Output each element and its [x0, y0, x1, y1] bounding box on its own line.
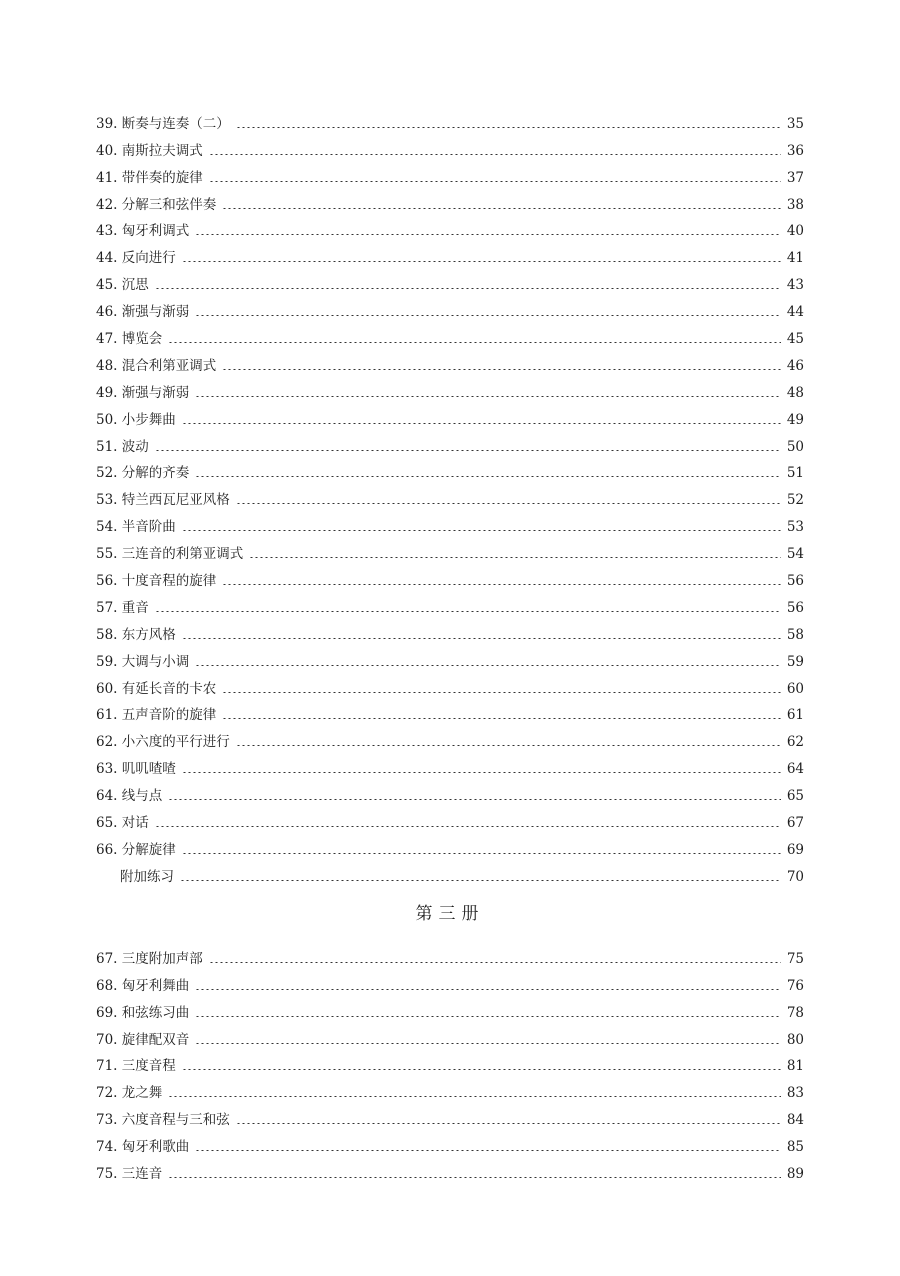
toc-entry-page-number: 80 — [786, 1031, 804, 1048]
dot-leader — [209, 154, 781, 155]
toc-entry-page-number: 58 — [786, 626, 804, 643]
toc-entry-page-number: 60 — [786, 680, 804, 697]
toc-entry-title: 44. 反向进行 — [96, 250, 176, 267]
toc-entry-title: 57. 重音 — [96, 599, 149, 616]
toc-entry-title: 62. 小六度的平行进行 — [96, 734, 230, 751]
toc-entry-title: 63. 叽叽喳喳 — [96, 761, 176, 778]
dot-leader — [236, 1123, 781, 1124]
toc-entry[interactable] — [96, 779, 804, 806]
dot-leader — [236, 745, 781, 746]
dot-leader — [155, 450, 781, 451]
toc-entry[interactable] — [96, 833, 804, 860]
toc-entry-page-number: 65 — [786, 788, 804, 805]
toc-entry[interactable] — [96, 349, 804, 376]
toc-entry-page-number: 75 — [786, 950, 804, 967]
toc-entry-page-number: 40 — [786, 223, 804, 240]
toc-entry-title: 42. 分解三和弦伴奏 — [96, 196, 217, 213]
toc-entry[interactable] — [96, 699, 804, 726]
toc-entry[interactable] — [96, 134, 804, 161]
toc-entry-title: 51. 波动 — [96, 438, 149, 455]
toc-entry[interactable] — [96, 295, 804, 322]
dot-leader — [222, 718, 781, 719]
toc-entry-page-number: 50 — [786, 438, 804, 455]
toc-entry[interactable] — [96, 376, 804, 403]
toc-entry[interactable] — [96, 1050, 804, 1077]
toc-entry-title: 73. 六度音程与三和弦 — [96, 1112, 230, 1129]
dot-leader — [168, 799, 781, 800]
toc-entry[interactable] — [96, 430, 804, 457]
dot-leader — [236, 503, 781, 504]
toc-entry-page-number: 46 — [786, 357, 804, 374]
toc-entry-title: 53. 特兰西瓦尼亚风格 — [96, 492, 230, 509]
toc-entry-page-number: 70 — [786, 868, 804, 885]
dot-leader — [222, 692, 781, 693]
toc-entry[interactable] — [96, 1103, 804, 1130]
toc-entry[interactable] — [96, 188, 804, 215]
toc-entry-page-number: 43 — [786, 277, 804, 294]
dot-leader — [195, 1043, 781, 1044]
toc-entry-title: 64. 线与点 — [96, 788, 163, 805]
dot-leader — [195, 989, 781, 990]
toc-entry-title: 68. 匈牙利舞曲 — [96, 977, 190, 994]
toc-entry-page-number: 78 — [786, 1004, 804, 1021]
toc-entry[interactable] — [96, 860, 804, 887]
section-heading: 第三册 — [415, 904, 485, 924]
toc-entry-title: 69. 和弦练习曲 — [96, 1004, 190, 1021]
toc-entry-page-number: 35 — [786, 115, 804, 132]
dot-leader — [195, 1150, 781, 1151]
dot-leader — [168, 1096, 781, 1097]
dot-leader — [182, 638, 781, 639]
toc-entry-title: 49. 渐强与渐弱 — [96, 384, 190, 401]
toc-entry[interactable] — [96, 161, 804, 188]
toc-entry[interactable] — [96, 996, 804, 1023]
dot-leader — [155, 826, 781, 827]
toc-entry[interactable] — [96, 752, 804, 779]
toc-entry-page-number: 48 — [786, 384, 804, 401]
toc-entry-page-number: 56 — [786, 573, 804, 590]
toc-entry-page-number: 45 — [786, 331, 804, 348]
toc-entry-page-number: 76 — [786, 977, 804, 994]
toc-entry-title: 40. 南斯拉夫调式 — [96, 142, 203, 159]
toc-entry[interactable] — [96, 564, 804, 591]
toc-entry[interactable] — [96, 969, 804, 996]
toc-entry-page-number: 59 — [786, 653, 804, 670]
dot-leader — [236, 127, 781, 128]
toc-entry[interactable] — [96, 725, 804, 752]
toc-entry-title: 41. 带伴奏的旋律 — [96, 169, 203, 186]
dot-leader — [168, 1177, 781, 1178]
toc-entry[interactable] — [96, 806, 804, 833]
toc-entry-title: 66. 分解旋律 — [96, 841, 176, 858]
toc-entry-title: 58. 东方风格 — [96, 626, 176, 643]
toc-entry[interactable] — [96, 1023, 804, 1050]
dot-leader — [222, 369, 781, 370]
dot-leader — [222, 208, 781, 209]
toc-entry-title: 52. 分解的齐奏 — [96, 465, 190, 482]
dot-leader — [249, 557, 781, 558]
toc-entry-title: 65. 对话 — [96, 815, 149, 832]
toc-entry-page-number: 51 — [786, 465, 804, 482]
dot-leader — [195, 315, 781, 316]
toc-entry[interactable] — [96, 457, 804, 484]
toc-entry-page-number: 67 — [786, 815, 804, 832]
toc-entry-title: 70. 旋律配双音 — [96, 1031, 190, 1048]
toc-entry-page-number: 56 — [786, 599, 804, 616]
toc-entry-page-number: 44 — [786, 304, 804, 321]
dot-leader — [182, 261, 781, 262]
toc-entry-title: 48. 混合利第亚调式 — [96, 357, 217, 374]
dot-leader — [155, 611, 781, 612]
toc-entry-title: 54. 半音阶曲 — [96, 519, 176, 536]
toc-entry-title: 60. 有延长音的卡农 — [96, 680, 217, 697]
dot-leader — [195, 476, 781, 477]
dot-leader — [182, 853, 781, 854]
toc-entry-page-number: 61 — [786, 707, 804, 724]
dot-leader — [182, 423, 781, 424]
toc-entry-page-number: 84 — [786, 1112, 804, 1129]
toc-entry[interactable] — [96, 942, 804, 969]
toc-entry-page-number: 38 — [786, 196, 804, 213]
toc-entry-title: 50. 小步舞曲 — [96, 411, 176, 428]
toc-entry-title: 67. 三度附加声部 — [96, 950, 203, 967]
toc-entry-title: 61. 五声音阶的旋律 — [96, 707, 217, 724]
toc-entry[interactable] — [96, 215, 804, 242]
toc-entry-title: 47. 博览会 — [96, 331, 163, 348]
dot-leader — [182, 772, 781, 773]
toc-entry-title: 72. 龙之舞 — [96, 1085, 163, 1102]
dot-leader — [182, 530, 781, 531]
dot-leader — [195, 234, 781, 235]
toc-list-part1 — [96, 107, 804, 887]
toc-list-part2 — [96, 942, 804, 1184]
toc-entry-title: 39. 断奏与连奏（二） — [96, 115, 230, 132]
toc-entry-page-number: 41 — [786, 250, 804, 267]
toc-entry-page-number: 36 — [786, 142, 804, 159]
toc-entry[interactable] — [96, 510, 804, 537]
toc-entry[interactable] — [96, 1157, 804, 1184]
toc-entry[interactable] — [96, 645, 804, 672]
dot-leader — [222, 584, 781, 585]
toc-entry-title: 75. 三连音 — [96, 1166, 163, 1183]
toc-entry-title: 43. 匈牙利调式 — [96, 223, 190, 240]
toc-entry-page-number: 89 — [786, 1166, 804, 1183]
toc-entry[interactable] — [96, 322, 804, 349]
toc-entry-page-number: 53 — [786, 519, 804, 536]
toc-entry[interactable] — [96, 483, 804, 510]
dot-leader — [155, 288, 781, 289]
toc-entry-title: 59. 大调与小调 — [96, 653, 190, 670]
toc-entry-title: 55. 三连音的利第亚调式 — [96, 546, 244, 563]
table-of-contents — [96, 0, 804, 1276]
dot-leader — [182, 1069, 781, 1070]
toc-entry-page-number: 69 — [786, 841, 804, 858]
toc-entry[interactable] — [96, 537, 804, 564]
dot-leader — [180, 880, 781, 881]
toc-entry[interactable] — [96, 672, 804, 699]
toc-entry[interactable] — [96, 1130, 804, 1157]
toc-entry-page-number: 52 — [786, 492, 804, 509]
toc-entry-title: 附加练习 — [120, 868, 174, 885]
toc-entry[interactable] — [96, 241, 804, 268]
toc-entry-title: 71. 三度音程 — [96, 1058, 176, 1075]
toc-entry-page-number: 81 — [786, 1058, 804, 1075]
toc-entry[interactable] — [96, 107, 804, 134]
toc-entry-page-number: 85 — [786, 1139, 804, 1156]
toc-entry[interactable] — [96, 403, 804, 430]
toc-entry-title: 46. 渐强与渐弱 — [96, 304, 190, 321]
toc-entry[interactable] — [96, 618, 804, 645]
dot-leader — [195, 396, 781, 397]
toc-entry-page-number: 62 — [786, 734, 804, 751]
toc-entry-page-number: 49 — [786, 411, 804, 428]
toc-entry-page-number: 54 — [786, 546, 804, 563]
dot-leader — [195, 1016, 781, 1017]
toc-entry[interactable] — [96, 268, 804, 295]
toc-entry-page-number: 83 — [786, 1085, 804, 1102]
dot-leader — [195, 665, 781, 666]
toc-entry-title: 45. 沉思 — [96, 277, 149, 294]
toc-entry-page-number: 37 — [786, 169, 804, 186]
toc-entry[interactable] — [96, 591, 804, 618]
dot-leader — [209, 181, 781, 182]
toc-entry-page-number: 64 — [786, 761, 804, 778]
toc-entry[interactable] — [96, 1076, 804, 1103]
toc-entry-title: 74. 匈牙利歌曲 — [96, 1139, 190, 1156]
dot-leader — [209, 962, 781, 963]
dot-leader — [168, 342, 781, 343]
toc-entry-title: 56. 十度音程的旋律 — [96, 573, 217, 590]
